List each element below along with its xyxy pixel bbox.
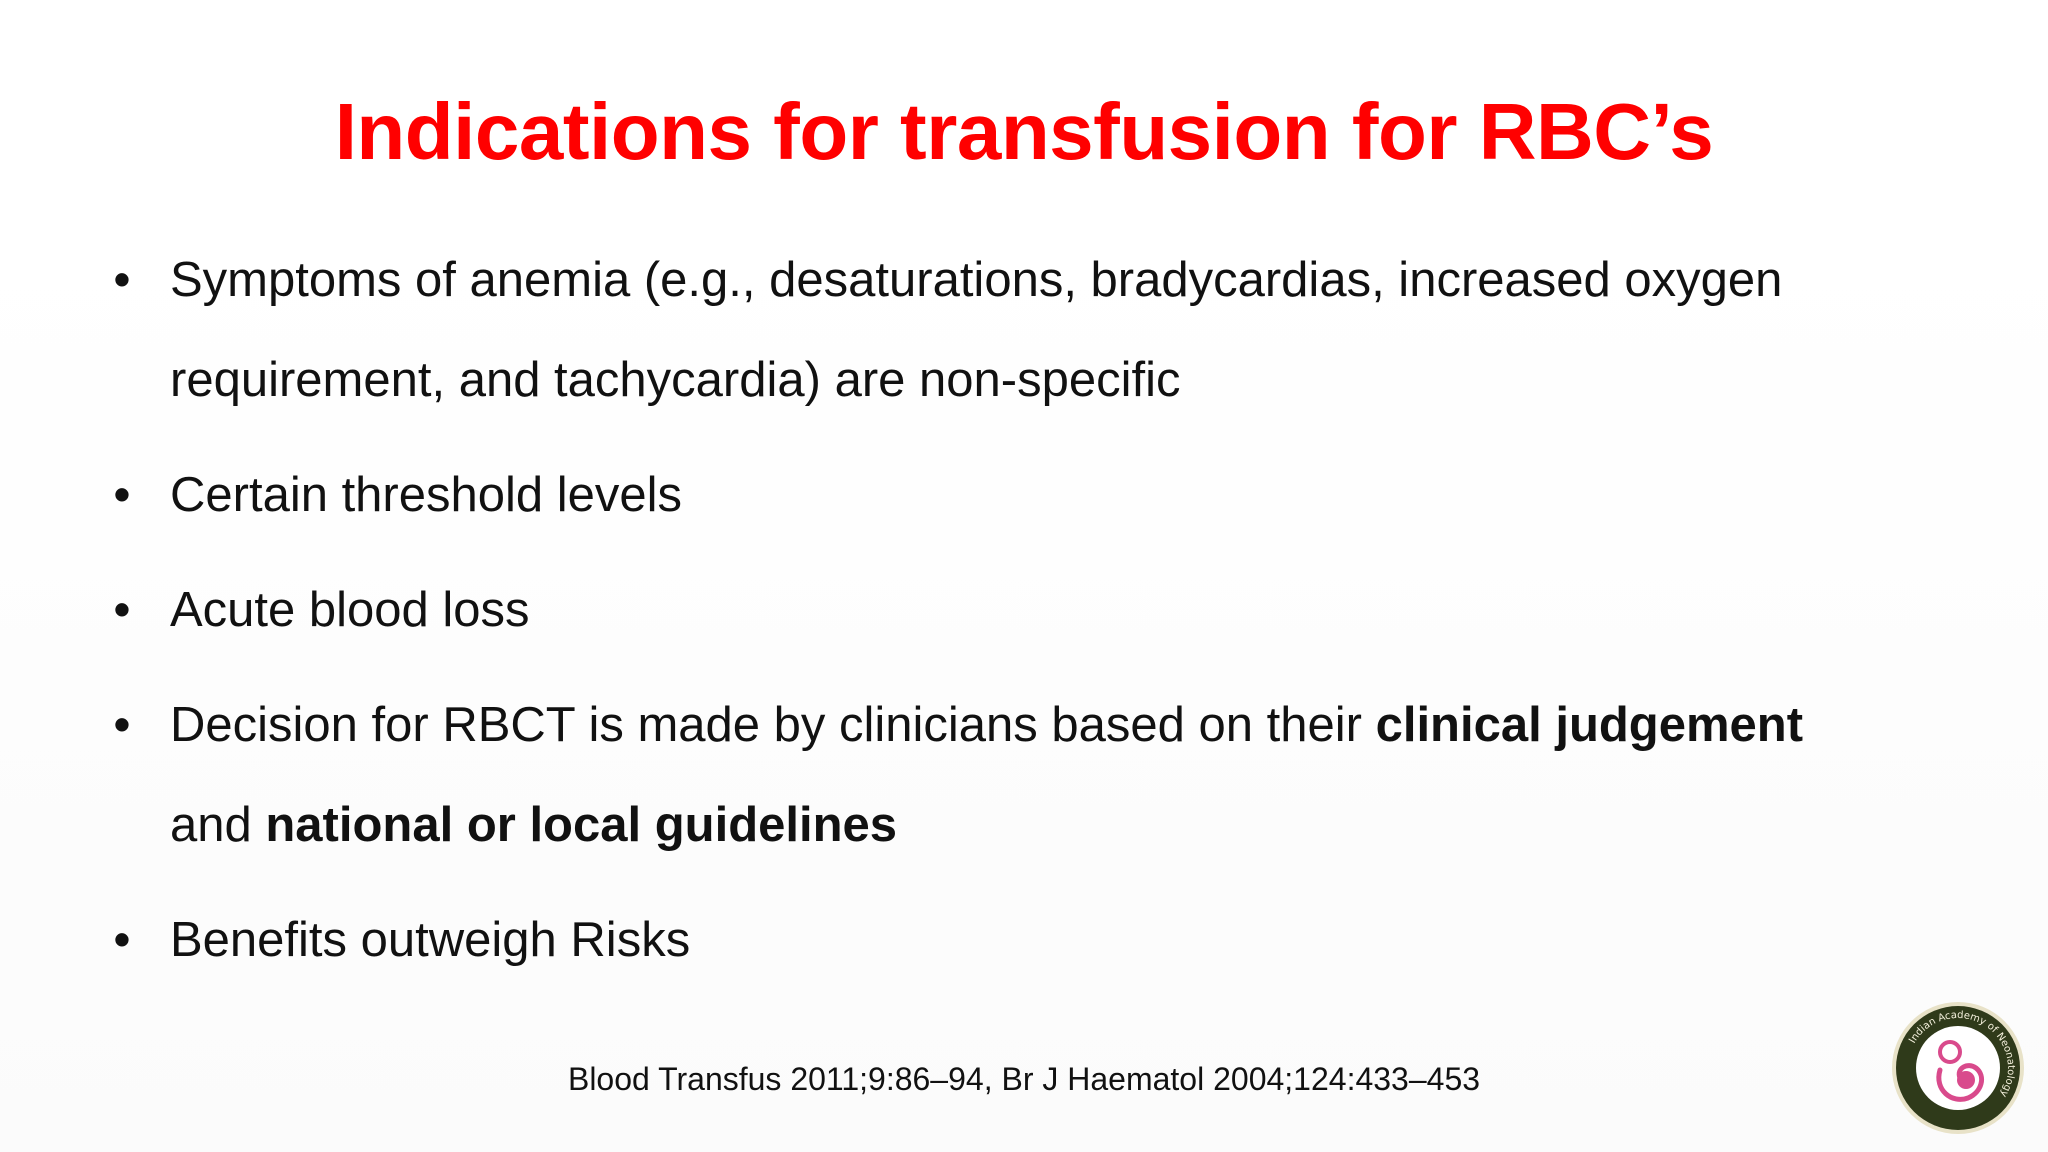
logo-ring-textpath: Indian Academy of Neonatology [1907,1009,2017,1099]
bullet-item-symptoms [108,230,1988,430]
bullet-list [108,230,1988,1005]
bullet-text: Acute blood loss [170,583,530,637]
slide-title: Indications for transfusion for RBC’s [334,87,1714,176]
bullet-text: Certain threshold levels [170,468,683,522]
bullet-dot: • [113,913,131,967]
bullet-text-plain: and [170,798,266,852]
bullet-item-blood-loss [108,560,1988,660]
indian-academy-of-neonatology-logo-icon [1890,1000,2026,1136]
bullet-text-emphasis: clinical judgement [1375,698,1804,752]
bullet-text: Benefits outweigh Risks [170,913,691,967]
bullet-text-plain: Decision for RBCT is made by clinicians based on their [170,698,1376,752]
bullet-text-line: Symptoms of anemia (e.g., desaturations, bradycardias, increased oxygen [170,253,1783,307]
reference-citation: Blood Transfus 2011;9:86–94, Br J Haematol 2004;124:433–453 [567,1061,1481,1097]
bullet-text-emphasis: national or local guidelines [265,798,898,852]
bullet-text-line [170,775,1988,875]
logo-baby [1957,1071,1975,1089]
bullet-item-decision [108,675,1988,875]
bullet-text-line: requirement, and tachycardia) are non-specific [170,353,1181,407]
bullet-item-threshold [108,445,1988,545]
bullet-dot: • [113,253,131,307]
bullet-dot: • [113,468,131,522]
bullet-text-line [170,675,1988,775]
bullet-dot: • [113,583,131,637]
bullet-dot: • [113,698,131,752]
bullet-item-benefits [108,890,1988,990]
